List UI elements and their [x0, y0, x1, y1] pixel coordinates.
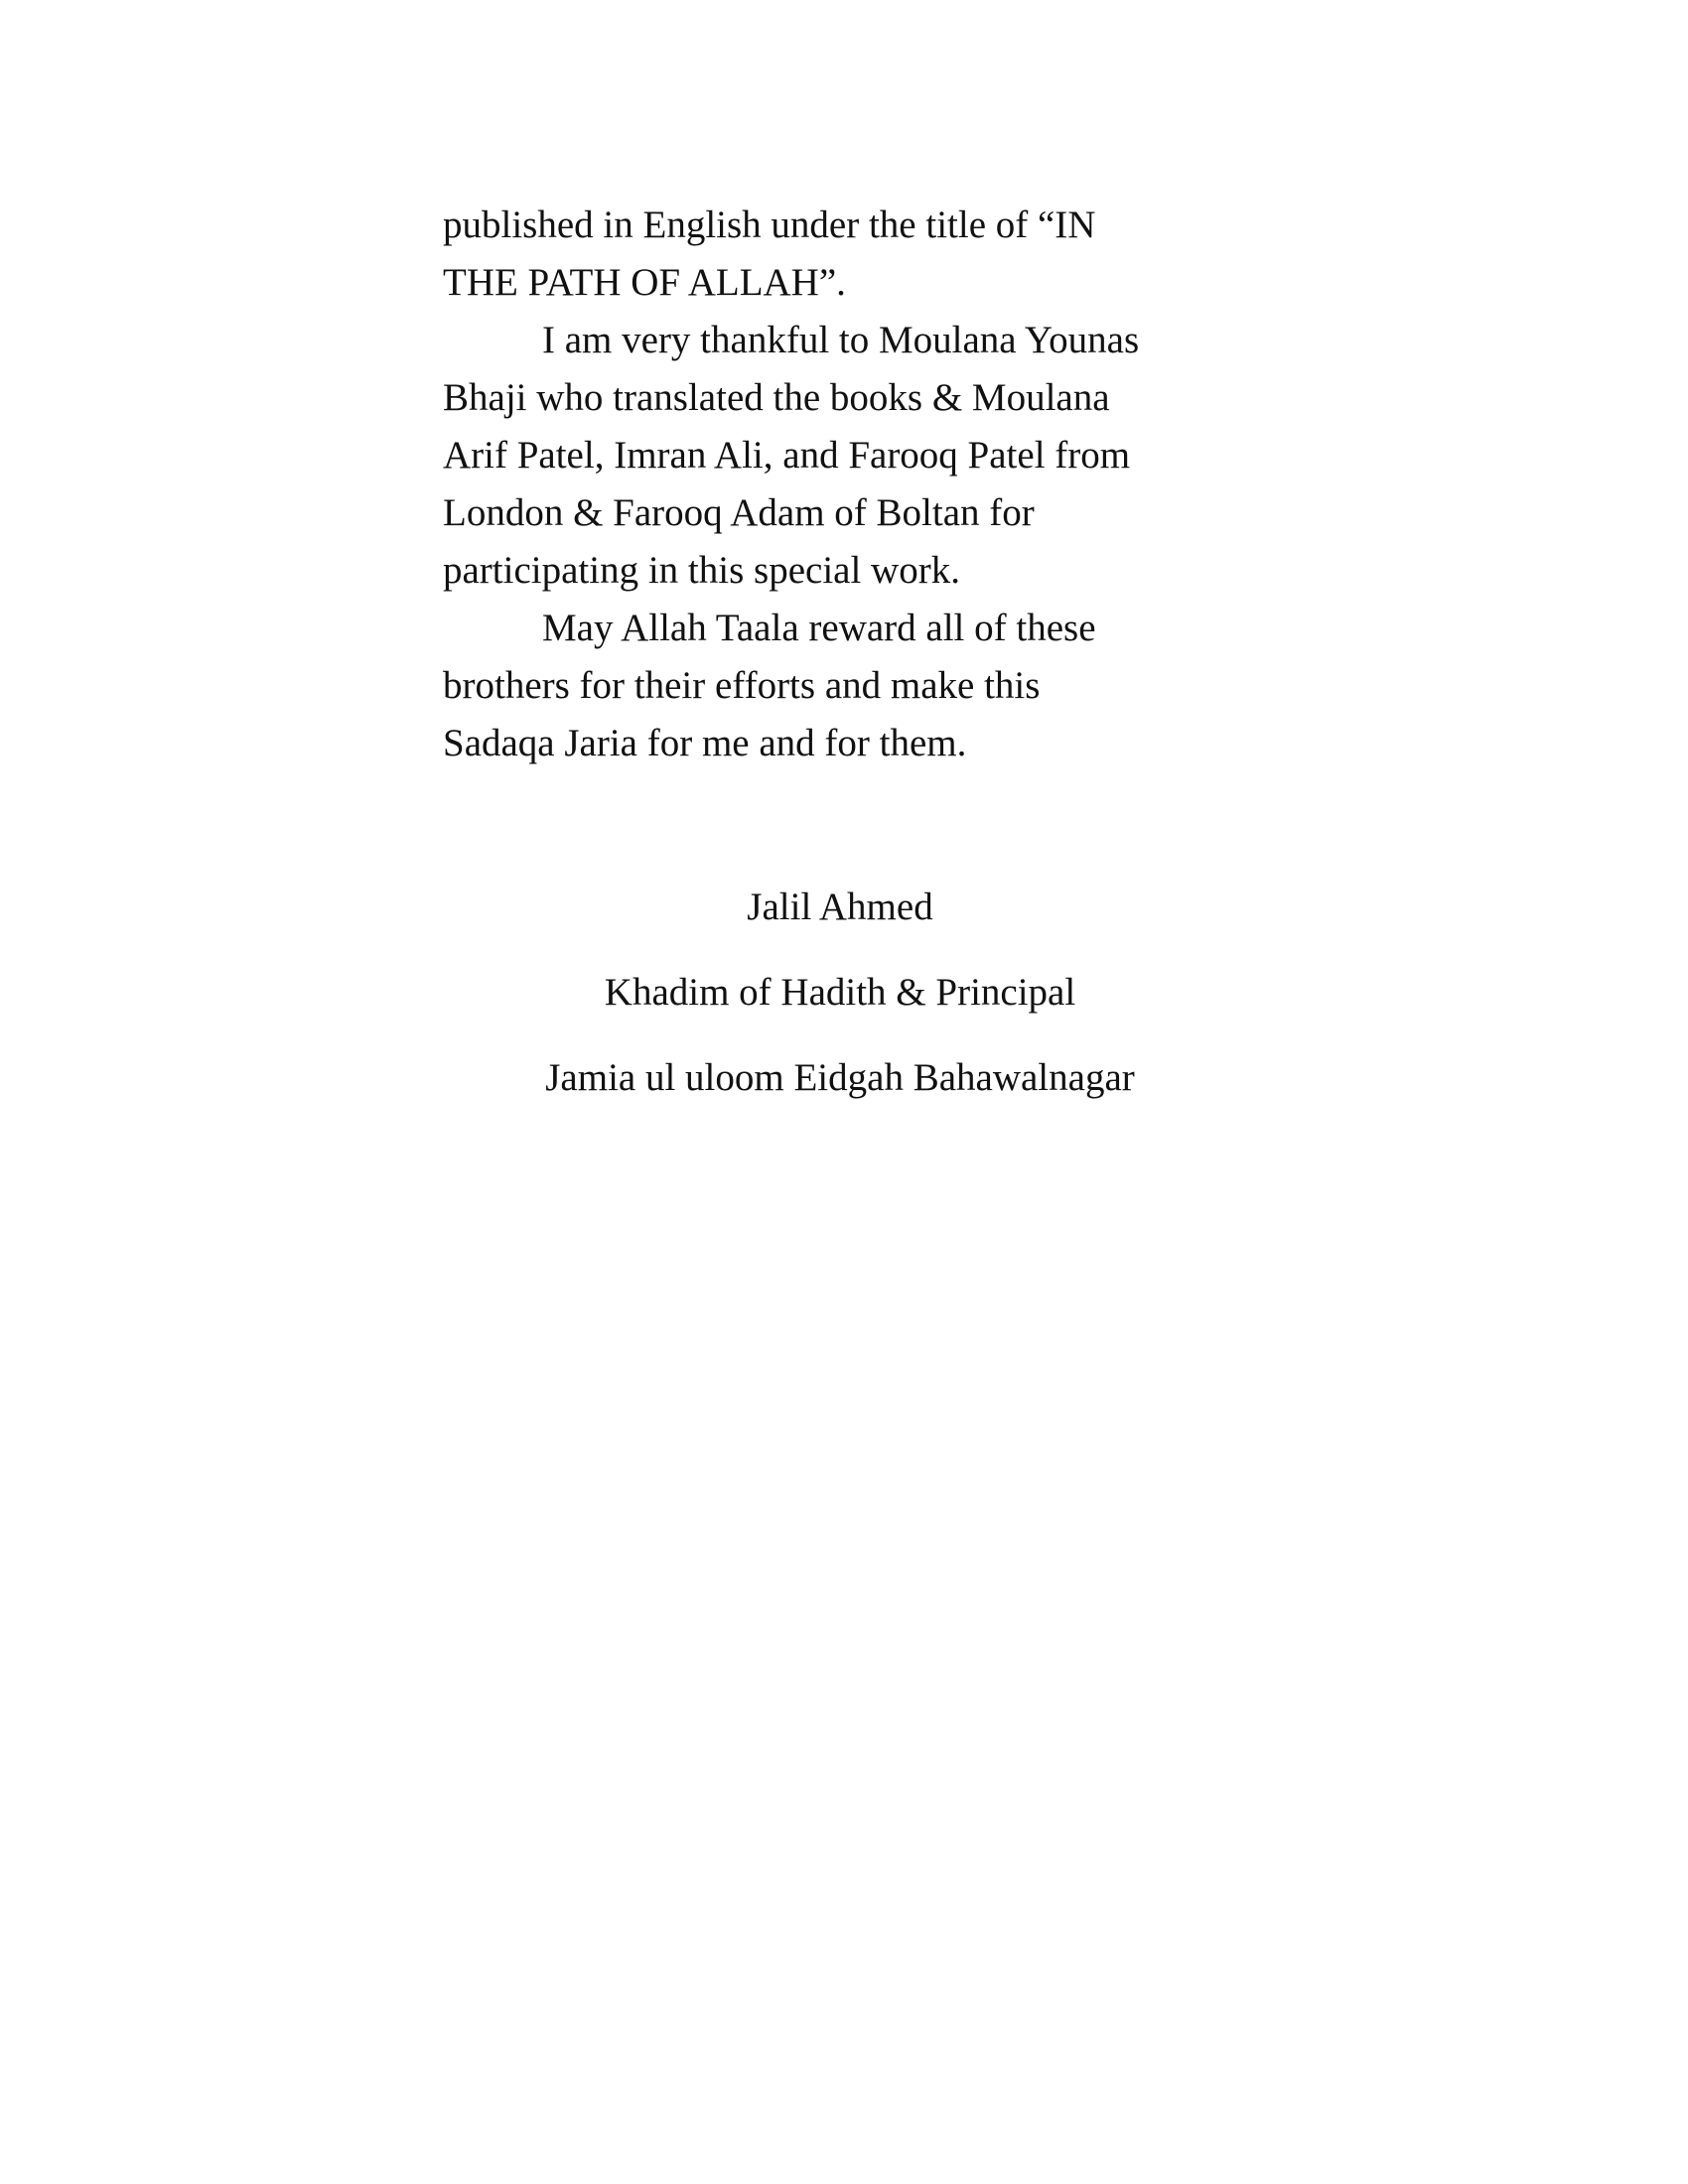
paragraph-3: [443, 600, 1237, 772]
signature-institution: Jamia ul uloom Eidgah Bahawalnagar: [545, 1056, 1135, 1099]
text-line: Bhaji who translated the books & Moulana: [443, 376, 1110, 419]
paragraph-1: [443, 197, 1237, 312]
signature-title: Khadim of Hadith & Principal: [604, 971, 1076, 1014]
signature-name: Jalil Ahmed: [747, 886, 933, 928]
signature-block: [443, 879, 1237, 1135]
text-line: Arif Patel, Imran Ali, and Farooq Patel from: [443, 434, 1131, 477]
text-line: London & Farooq Adam of Boltan for: [443, 491, 1035, 534]
text-line: brothers for their efforts and make this: [443, 664, 1041, 707]
text-line: published in English under the title of “IN: [443, 204, 1096, 246]
text-line: Sadaqa Jaria for me and for them.: [443, 722, 967, 764]
paragraph-2: [443, 312, 1237, 600]
text-line: May Allah Taala reward all of these: [542, 607, 1096, 649]
text-line: THE PATH OF ALLAH”.: [443, 261, 846, 304]
text-line: participating in this special work.: [443, 549, 960, 592]
text-line: I am very thankful to Moulana Younas: [542, 319, 1140, 361]
body-text: [443, 197, 1237, 772]
